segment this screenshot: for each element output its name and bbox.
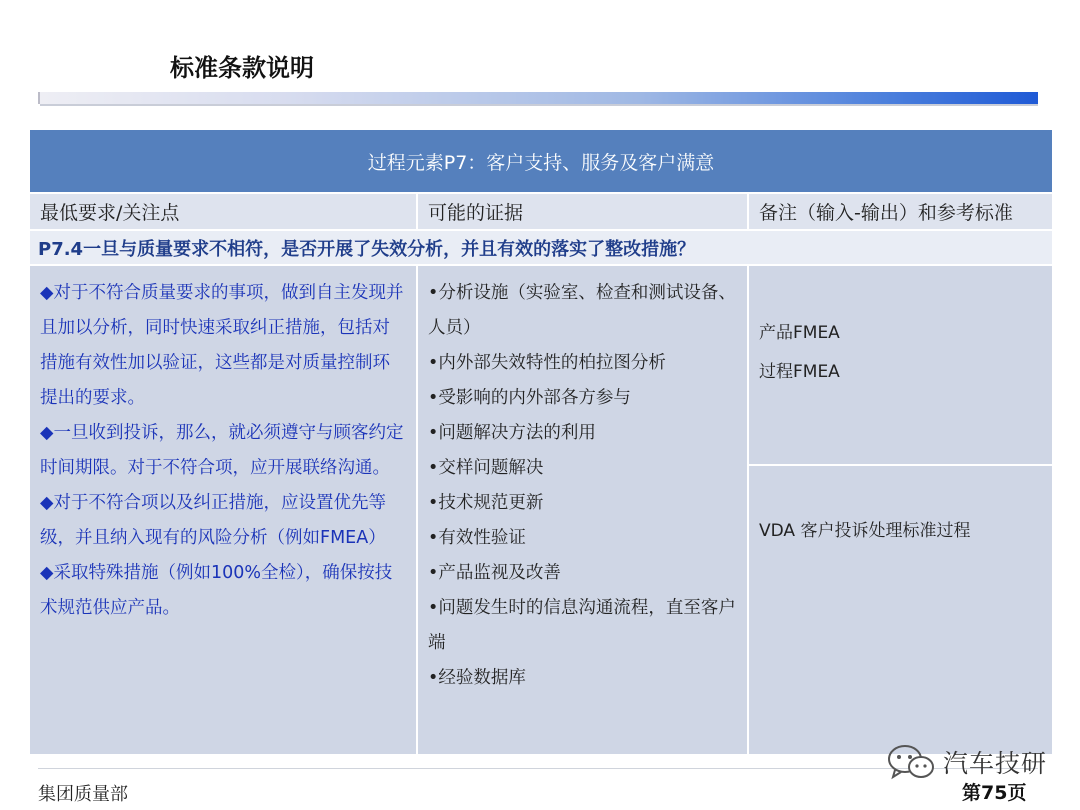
evidence-item: •交样问题解决 — [428, 458, 544, 478]
table-header: 过程元素P7：客户支持、服务及客户满意 — [29, 129, 1053, 193]
requirement-item: ◆采取特殊措施（例如100%全检），确保按技术规范供应产品。 — [40, 563, 393, 618]
evidence-item: •分析设施（实验室、检查和测试设备、人员） — [428, 283, 736, 338]
question-row: P7.4一旦与质量要求不相符，是否开展了失效分析，并且有效的落实了整改措施？ — [29, 230, 1053, 265]
note-item: 产品FMEA — [759, 323, 840, 343]
evidence-cell — [417, 265, 748, 755]
evidence-item: •问题解决方法的利用 — [428, 423, 596, 443]
evidence-item: •经验数据库 — [428, 668, 526, 688]
evidence-item: •受影响的内外部各方参与 — [428, 388, 631, 408]
wechat-icon — [885, 742, 937, 782]
column-header-notes: 备注（输入-输出）和参考标准 — [748, 193, 1053, 230]
evidence-item: •有效性验证 — [428, 528, 526, 548]
note-item: VDA 客户投诉处理标准过程 — [759, 521, 971, 541]
page-title: 标准条款说明 — [170, 54, 314, 82]
footer-department: 集团质量部 — [38, 784, 128, 802]
watermark-text: 汽车技研 — [943, 749, 1048, 778]
clause-table — [28, 128, 1054, 756]
watermark — [885, 742, 1047, 782]
note-item: 过程FMEA — [759, 362, 840, 382]
notes-cell-vda — [748, 465, 1053, 755]
requirement-item: ◆一旦收到投诉，那么，就必须遵守与顾客约定时间期限。对于不符合项，应开展联络沟通。 — [40, 423, 404, 478]
evidence-item: •内外部失效特性的柏拉图分析 — [428, 353, 666, 373]
requirement-item: ◆对于不符合质量要求的事项，做到自主发现并且加以分析，同时快速采取纠正措施，包括对措施有效性加以验证，这些都是对质量控制环提出的要求。 — [40, 283, 404, 408]
requirements-cell — [29, 265, 417, 755]
requirement-item: ◆对于不符合项以及纠正措施，应设置优先等级，并且纳入现有的风险分析（例如FMEA） — [40, 493, 386, 548]
evidence-item: •技术规范更新 — [428, 493, 544, 513]
evidence-item: •问题发生时的信息沟通流程，直至客户端 — [428, 598, 736, 653]
evidence-item: •产品监视及改善 — [428, 563, 561, 583]
page-number: 第75页 — [962, 782, 1027, 804]
column-header-evidence: 可能的证据 — [417, 193, 748, 230]
notes-cell-fmea — [748, 265, 1053, 465]
title-gradient-bar — [38, 92, 1038, 104]
column-header-requirements: 最低要求/关注点 — [29, 193, 417, 230]
